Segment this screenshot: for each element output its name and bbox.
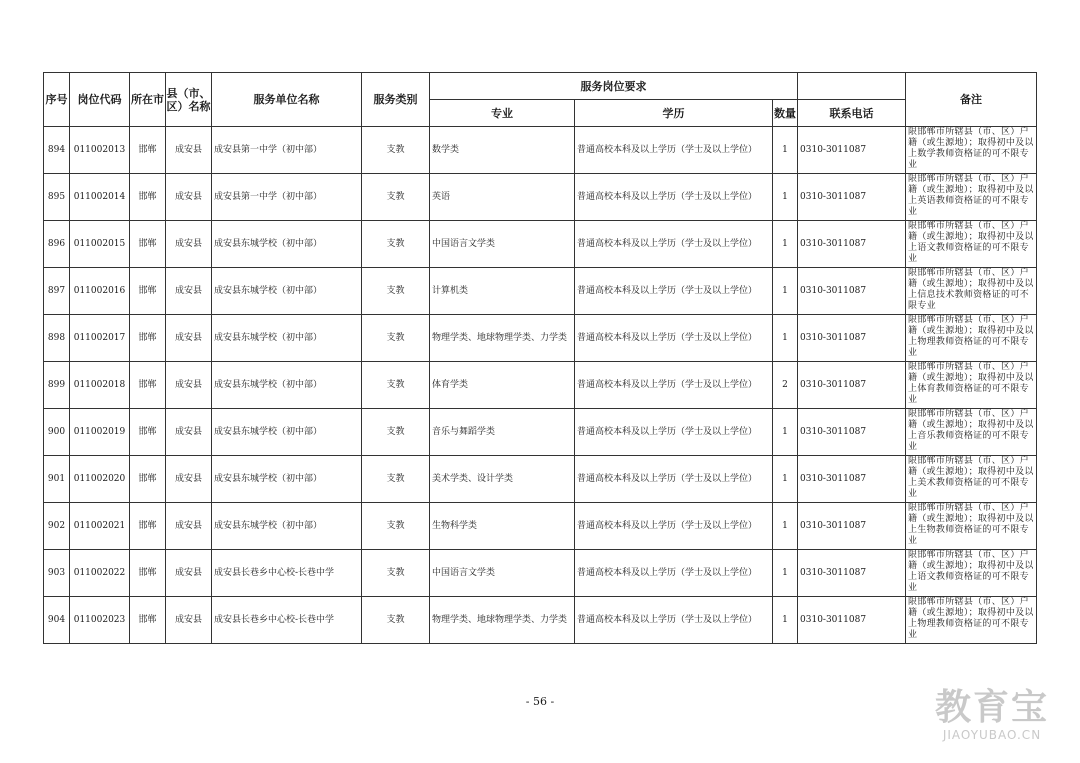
cell-phone: 0310-3011087 [798,503,906,550]
watermark-brand-cn: 教育宝 [934,687,1049,728]
cell-city: 邯郸 [130,503,166,550]
cell-education: 普通高校本科及以上学历（学士及以上学位） [575,268,773,315]
cell-unit: 成安县东城学校（初中部） [212,409,362,456]
cell-remarks: 限邯郸市所辖县（市、区）户籍（或生源地）；取得初中及以上体育教师资格证的可不限专业 [906,362,1037,409]
cell-phone: 0310-3011087 [798,221,906,268]
cell-code: 011002018 [70,362,130,409]
cell-category: 支教 [362,362,430,409]
cell-seq: 897 [44,268,70,315]
header-unit: 服务单位名称 [212,73,362,127]
cell-county: 成安县 [166,550,212,597]
cell-education: 普通高校本科及以上学历（学士及以上学位） [575,550,773,597]
cell-phone: 0310-3011087 [798,174,906,221]
cell-code: 011002016 [70,268,130,315]
cell-education: 普通高校本科及以上学历（学士及以上学位） [575,174,773,221]
cell-county: 成安县 [166,456,212,503]
cell-quantity: 1 [773,221,798,268]
cell-unit: 成安县东城学校（初中部） [212,503,362,550]
header-phone: 联系电话 [798,100,906,127]
cell-unit: 成安县长巷乡中心校-长巷中学 [212,550,362,597]
cell-category: 支教 [362,597,430,644]
cell-county: 成安县 [166,174,212,221]
cell-city: 邯郸 [130,221,166,268]
cell-seq: 900 [44,409,70,456]
cell-quantity: 1 [773,315,798,362]
cell-unit: 成安县第一中学（初中部） [212,127,362,174]
cell-category: 支教 [362,456,430,503]
cell-major: 音乐与舞蹈学类 [430,409,575,456]
cell-education: 普通高校本科及以上学历（学士及以上学位） [575,315,773,362]
table-row [44,550,1037,597]
cell-phone: 0310-3011087 [798,597,906,644]
cell-remarks: 限邯郸市所辖县（市、区）户籍（或生源地）；取得初中及以上数学教师资格证的可不限专业 [906,127,1037,174]
cell-seq: 903 [44,550,70,597]
cell-phone: 0310-3011087 [798,550,906,597]
cell-category: 支教 [362,268,430,315]
cell-city: 邯郸 [130,597,166,644]
cell-major: 物理学类、地球物理学类、力学类 [430,597,575,644]
cell-category: 支教 [362,174,430,221]
table-row [44,597,1037,644]
cell-education: 普通高校本科及以上学历（学士及以上学位） [575,597,773,644]
cell-education: 普通高校本科及以上学历（学士及以上学位） [575,456,773,503]
cell-unit: 成安县东城学校（初中部） [212,268,362,315]
cell-city: 邯郸 [130,550,166,597]
cell-quantity: 1 [773,550,798,597]
cell-quantity: 1 [773,456,798,503]
cell-quantity: 1 [773,174,798,221]
cell-quantity: 1 [773,409,798,456]
header-seq: 序号 [44,73,70,127]
cell-county: 成安县 [166,409,212,456]
table-row [44,456,1037,503]
cell-county: 成安县 [166,127,212,174]
cell-major: 数学类 [430,127,575,174]
cell-category: 支教 [362,503,430,550]
cell-unit: 成安县东城学校（初中部） [212,456,362,503]
table-row [44,221,1037,268]
table-row [44,268,1037,315]
cell-code: 011002022 [70,550,130,597]
cell-category: 支教 [362,221,430,268]
cell-county: 成安县 [166,362,212,409]
cell-remarks: 限邯郸市所辖县（市、区）户籍（或生源地）；取得初中及以上生物教师资格证的可不限专业 [906,503,1037,550]
cell-major: 生物科学类 [430,503,575,550]
header-remarks: 备注 [906,73,1037,127]
cell-seq: 895 [44,174,70,221]
cell-county: 成安县 [166,221,212,268]
cell-remarks: 限邯郸市所辖县（市、区）户籍（或生源地）；取得初中及以上美术教师资格证的可不限专业 [906,456,1037,503]
cell-seq: 896 [44,221,70,268]
cell-quantity: 1 [773,127,798,174]
cell-major: 英语 [430,174,575,221]
cell-education: 普通高校本科及以上学历（学士及以上学位） [575,127,773,174]
cell-remarks: 限邯郸市所辖县（市、区）户籍（或生源地）；取得初中及以上语文教师资格证的可不限专业 [906,221,1037,268]
cell-category: 支教 [362,409,430,456]
header-major: 专业 [430,100,575,127]
cell-unit: 成安县长巷乡中心校-长巷中学 [212,597,362,644]
cell-phone: 0310-3011087 [798,127,906,174]
cell-major: 体育学类 [430,362,575,409]
watermark-logo [932,688,1052,742]
cell-code: 011002021 [70,503,130,550]
cell-code: 011002014 [70,174,130,221]
cell-city: 邯郸 [130,174,166,221]
cell-education: 普通高校本科及以上学历（学士及以上学位） [575,362,773,409]
cell-city: 邯郸 [130,127,166,174]
cell-code: 011002019 [70,409,130,456]
header-code: 岗位代码 [70,73,130,127]
header-city: 所在市 [130,73,166,127]
header-requirements: 服务岗位要求 [430,73,798,100]
cell-education: 普通高校本科及以上学历（学士及以上学位） [575,221,773,268]
cell-county: 成安县 [166,503,212,550]
cell-phone: 0310-3011087 [798,362,906,409]
cell-phone: 0310-3011087 [798,268,906,315]
cell-code: 011002017 [70,315,130,362]
cell-seq: 902 [44,503,70,550]
header-category: 服务类别 [362,73,430,127]
cell-seq: 894 [44,127,70,174]
header-education: 学历 [575,100,773,127]
cell-city: 邯郸 [130,456,166,503]
cell-city: 邯郸 [130,315,166,362]
cell-remarks: 限邯郸市所辖县（市、区）户籍（或生源地）；取得初中及以上物理教师资格证的可不限专业 [906,597,1037,644]
cell-quantity: 1 [773,268,798,315]
cell-phone: 0310-3011087 [798,315,906,362]
cell-seq: 901 [44,456,70,503]
cell-code: 011002015 [70,221,130,268]
header-county: 县（市、区）名称 [166,73,212,127]
cell-remarks: 限邯郸市所辖县（市、区）户籍（或生源地）；取得初中及以上音乐教师资格证的可不限专业 [906,409,1037,456]
cell-education: 普通高校本科及以上学历（学士及以上学位） [575,409,773,456]
cell-category: 支教 [362,550,430,597]
cell-major: 计算机类 [430,268,575,315]
cell-remarks: 限邯郸市所辖县（市、区）户籍（或生源地）；取得初中及以上英语教师资格证的可不限专业 [906,174,1037,221]
table-row [44,174,1037,221]
cell-education: 普通高校本科及以上学历（学士及以上学位） [575,503,773,550]
cell-quantity: 1 [773,597,798,644]
cell-phone: 0310-3011087 [798,409,906,456]
page-number: - 56 - [525,695,555,708]
cell-remarks: 限邯郸市所辖县（市、区）户籍（或生源地）；取得初中及以上信息技术教师资格证的可不限专业 [906,268,1037,315]
table-row [44,315,1037,362]
cell-phone: 0310-3011087 [798,456,906,503]
cell-code: 011002020 [70,456,130,503]
job-positions-table [43,72,1037,644]
cell-code: 011002013 [70,127,130,174]
cell-code: 011002023 [70,597,130,644]
cell-remarks: 限邯郸市所辖县（市、区）户籍（或生源地）；取得初中及以上物理教师资格证的可不限专业 [906,315,1037,362]
cell-unit: 成安县东城学校（初中部） [212,221,362,268]
table-row [44,503,1037,550]
cell-category: 支教 [362,315,430,362]
cell-seq: 904 [44,597,70,644]
cell-unit: 成安县东城学校（初中部） [212,315,362,362]
cell-remarks: 限邯郸市所辖县（市、区）户籍（或生源地）；取得初中及以上语文教师资格证的可不限专业 [906,550,1037,597]
cell-city: 邯郸 [130,362,166,409]
cell-major: 美术学类、设计学类 [430,456,575,503]
cell-unit: 成安县第一中学（初中部） [212,174,362,221]
header-blank [798,73,906,100]
cell-county: 成安县 [166,268,212,315]
cell-major: 中国语言文学类 [430,550,575,597]
cell-unit: 成安县东城学校（初中部） [212,362,362,409]
table-row [44,362,1037,409]
table-row [44,127,1037,174]
cell-major: 中国语言文学类 [430,221,575,268]
table-row [44,409,1037,456]
cell-seq: 898 [44,315,70,362]
cell-city: 邯郸 [130,268,166,315]
job-table-container [43,72,1036,644]
header-quantity: 数量 [773,100,798,127]
cell-county: 成安县 [166,315,212,362]
watermark-brand-en: JIAOYUBAO.CN [942,728,1042,742]
cell-county: 成安县 [166,597,212,644]
cell-city: 邯郸 [130,409,166,456]
cell-quantity: 1 [773,503,798,550]
header-row-top [44,73,1037,100]
cell-major: 物理学类、地球物理学类、力学类 [430,315,575,362]
cell-seq: 899 [44,362,70,409]
cell-category: 支教 [362,127,430,174]
cell-quantity: 2 [773,362,798,409]
